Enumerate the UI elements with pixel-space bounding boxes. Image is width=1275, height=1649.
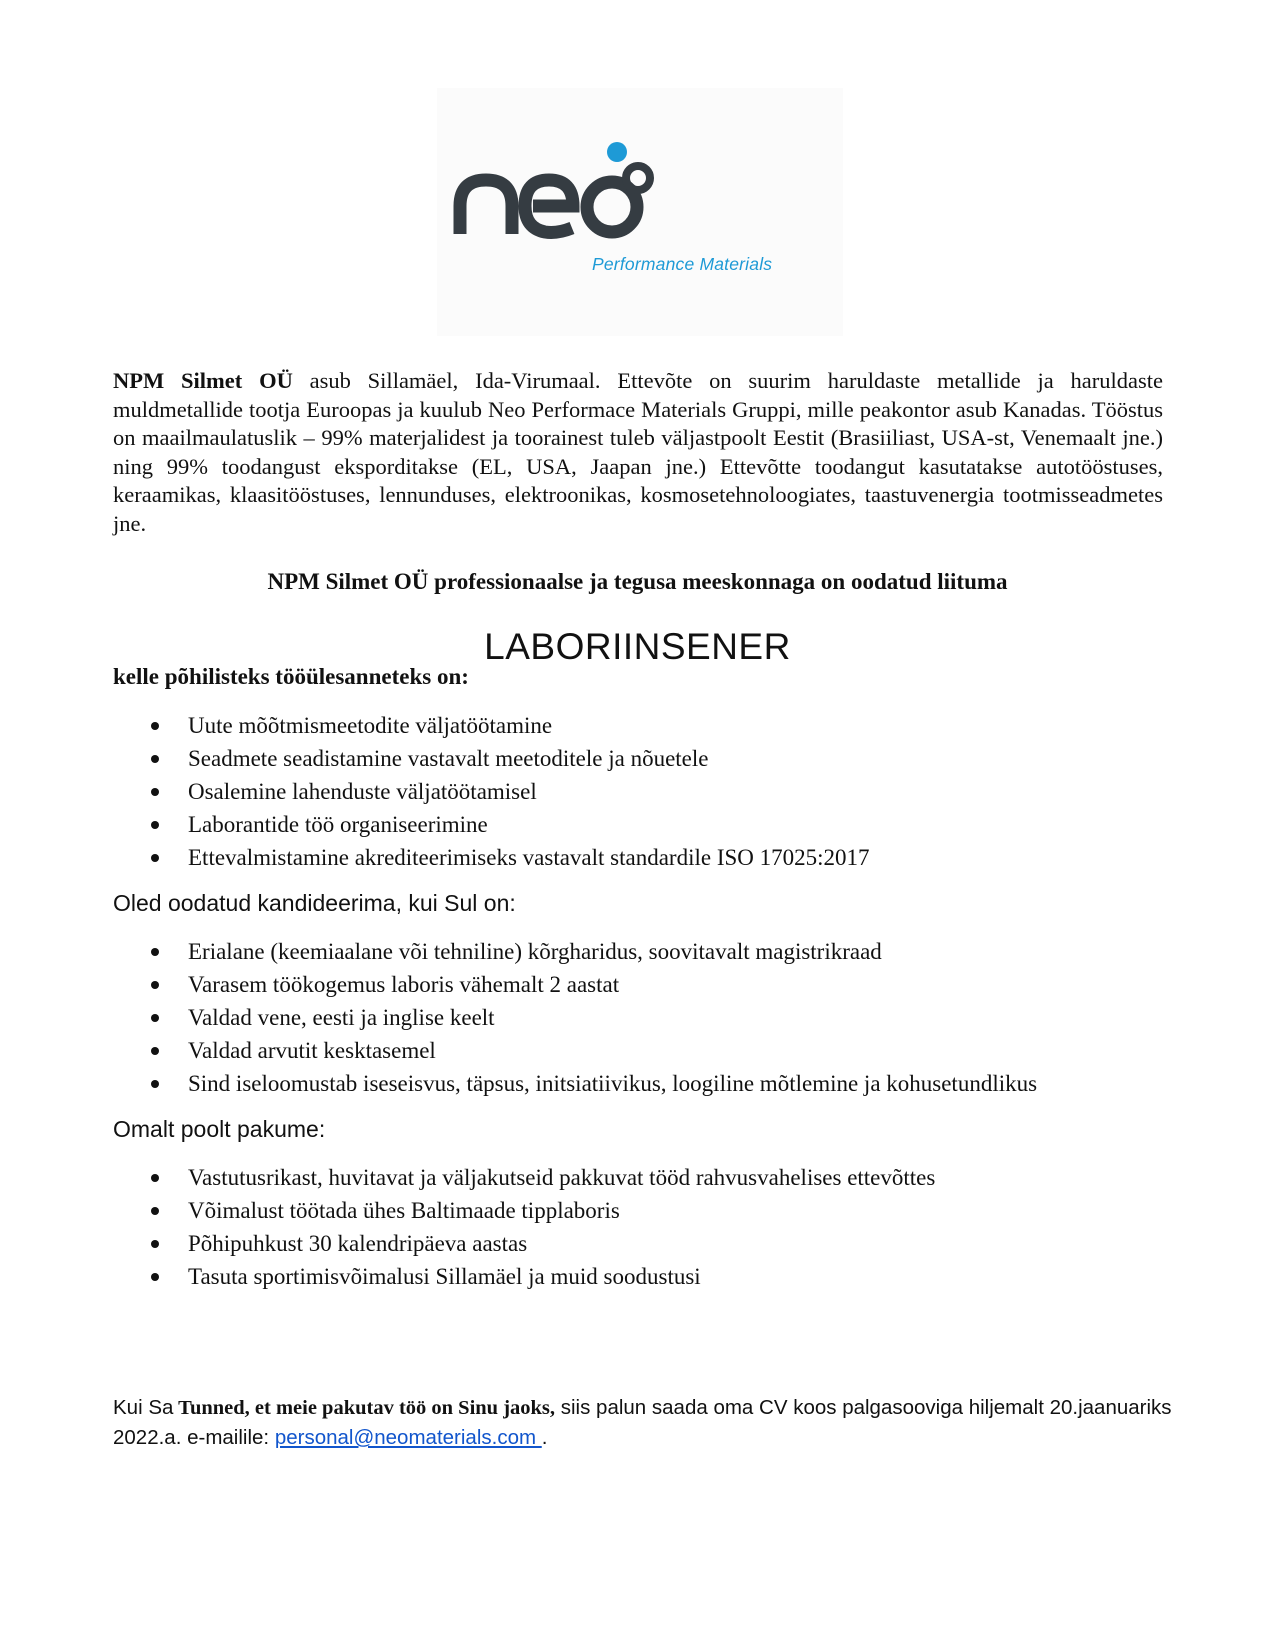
list-item: Valdad arvutit kesktasemel xyxy=(148,1034,1037,1067)
bullet-icon xyxy=(151,722,159,730)
closing-paragraph xyxy=(113,1393,1173,1452)
neo-logo-mark xyxy=(437,88,843,336)
company-intro xyxy=(113,367,1163,538)
bullet-icon xyxy=(151,981,159,989)
job-title: LABORIINSENER xyxy=(484,626,791,667)
bullet-icon xyxy=(151,1207,159,1215)
list-item: Laborantide töö organiseerimine xyxy=(148,808,870,841)
list-item: Osalemine lahenduste väljatöötamisel xyxy=(148,775,870,808)
closing-text-3: siis palun saada oma CV koos palgasooviga hiljemalt 20.jaanuariks 2022.a. e-mailile: xyxy=(113,1396,1172,1449)
blue-dot-icon xyxy=(607,142,627,162)
list-item: Seadmete seadistamine vastavalt meetoditele ja nõuetele xyxy=(148,742,870,775)
list-item: Varasem töökogemus laboris vähemalt 2 aastat xyxy=(148,968,1037,1001)
bullet-icon xyxy=(151,755,159,763)
bullet-icon xyxy=(151,1014,159,1022)
bullet-icon xyxy=(151,1273,159,1281)
list-item: Ettevalmistamine akrediteerimiseks vastavalt standardile ISO 17025:2017 xyxy=(148,841,870,874)
list-item: Uute mõõtmismeetodite väljatöötamine xyxy=(148,709,870,742)
bullet-icon xyxy=(151,854,159,862)
list-item: Vastutusrikast, huvitavat ja väljakutseid pakkuvat tööd rahvusvahelises ettevõttes xyxy=(148,1161,935,1194)
bullet-icon xyxy=(151,788,159,796)
list-item: Valdad vene, eesti ja inglise keelt xyxy=(148,1001,1037,1034)
requirements-list xyxy=(148,935,1037,1100)
bullet-icon xyxy=(151,1240,159,1248)
duties-label: kelle põhilisteks tööülesanneteks on: xyxy=(113,664,469,689)
duties-list xyxy=(148,709,870,874)
offer-label: Omalt poolt pakume: xyxy=(113,1116,326,1142)
bullet-icon xyxy=(151,948,159,956)
list-item: Võimalust töötada ühes Baltimaade tipplaboris xyxy=(148,1194,935,1227)
email-link[interactable]: personal@neomaterials.com xyxy=(274,1426,542,1449)
invite-heading: NPM Silmet OÜ professionaalse ja tegusa meeskonnaga on oodatud liituma xyxy=(267,569,1008,594)
closing-period: . xyxy=(541,1426,548,1449)
list-item: Erialane (keemiaalane või tehniline) kõrgharidus, soovitavalt magistrikraad xyxy=(148,935,1037,968)
bullet-icon xyxy=(151,821,159,829)
closing-text-1: Kui Sa xyxy=(113,1396,174,1419)
bullet-icon xyxy=(151,1080,159,1088)
list-item: Sind iseloomustab iseseisvus, täpsus, initsiatiivikus, loogiline mõtlemine ja kohusetundlikus xyxy=(148,1067,1037,1100)
intro-text: asub Sillamäel, Ida-Virumaal. Ettevõte on suurim haruldaste metallide ja haruldaste muldmetallide tootja Euroopas ja kuulub Neo Performace Materials Gruppi, mille peakontor asub Kanadas. Tööstus on maailmaulatuslik – 99% materjalidest ja toorainest tuleb väljastpoolt Eestit (Brasiiliast, USA-st, Venemaalt jne.) ning 99% toodangust eksporditakse (EL, USA, Jaapan jne.) Ettevõtte toodangut kasutatakse autotööstuses, keraamikas, klaasitööstuses, lennunduses, elektroonikas, kosmosetehnoloogiates, taastuvenergia tootmisseadmetes jne. xyxy=(113,368,1163,536)
company-name: NPM Silmet OÜ xyxy=(113,368,293,393)
bullet-icon xyxy=(151,1047,159,1055)
closing-text-2: Tunned, et meie pakutav töö on Sinu jaoks, xyxy=(173,1397,556,1419)
company-logo xyxy=(437,88,843,336)
bullet-icon xyxy=(151,1174,159,1182)
offer-list xyxy=(148,1161,935,1293)
list-item: Tasuta sportimisvõimalusi Sillamäel ja muid soodustusi xyxy=(148,1260,935,1293)
logo-tagline: Performance Materials xyxy=(592,254,773,274)
requirements-label: Oled oodatud kandideerima, kui Sul on: xyxy=(113,890,516,916)
list-item: Põhipuhkust 30 kalendripäeva aastas xyxy=(148,1227,935,1260)
